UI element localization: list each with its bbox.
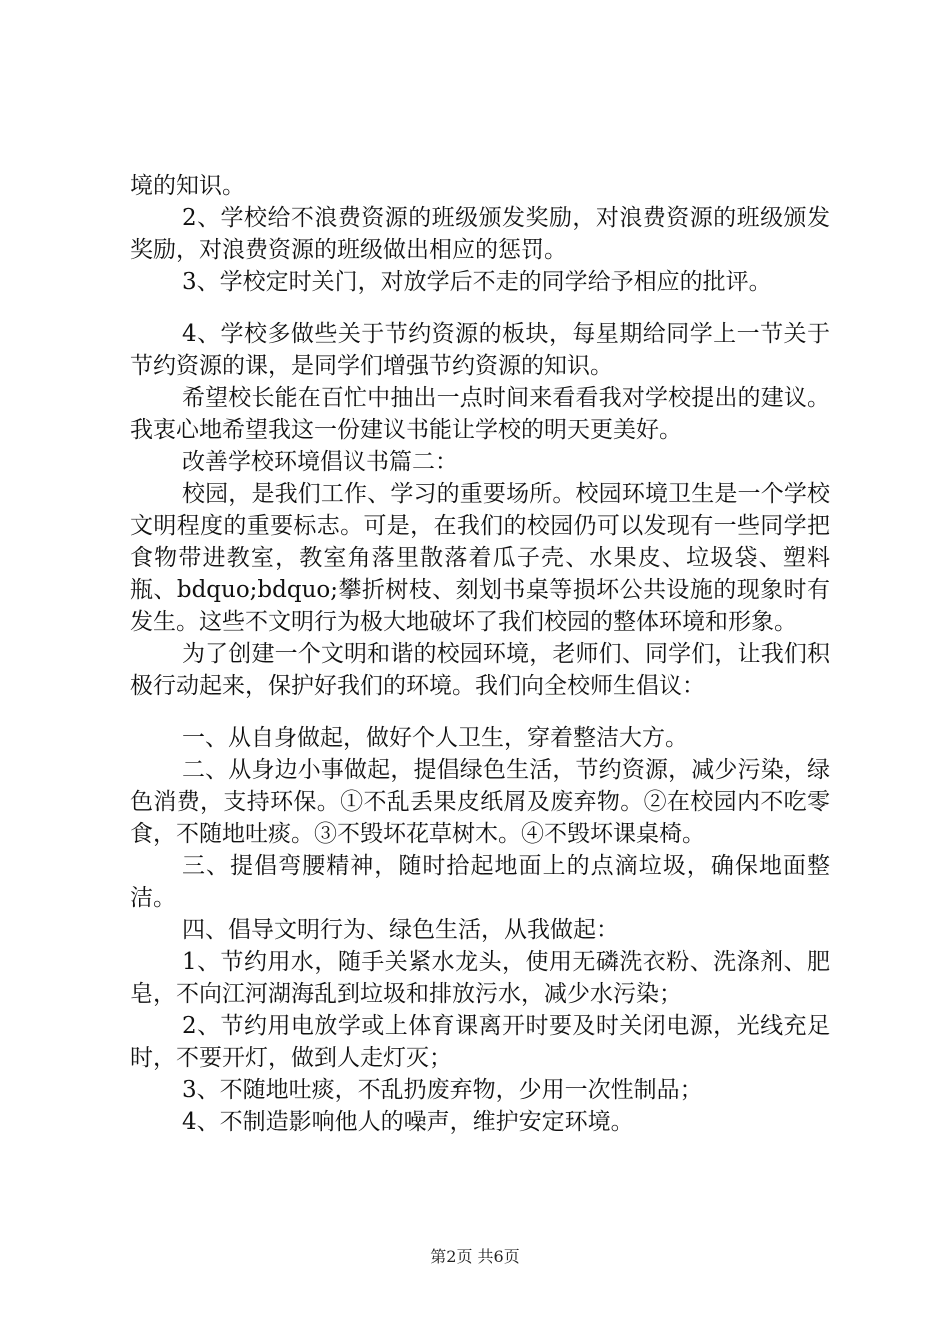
paragraph: 境的知识。 bbox=[130, 173, 245, 199]
list-item: 四、倡导文明行为、绿色生活，从我做起： bbox=[182, 917, 619, 943]
page-number: 第2页 共6页 bbox=[430, 1247, 520, 1266]
list-item: 二、从身边小事做起，提倡绿色生活，节约资源，减少污染，绿色消费，支持环保。①不乱丢果皮纸屑及废弃物。②在校园内不吃零食，不随地吐痰。③不毁坏花草树木。④不毁坏课桌椅。 bbox=[130, 757, 830, 847]
paragraph: 3、学校定时关门，对放学后不走的同学给予相应的批评。 bbox=[182, 269, 772, 295]
list-item: 3、不随地吐痰，不乱扔废弃物，少用一次性制品； bbox=[182, 1077, 703, 1103]
list-item: 1、节约用水，随手关紧水龙头，使用无磷洗衣粉、洗涤剂、肥皂，不向江河湖海乱到垃圾和排放污水，减少水污染； bbox=[130, 949, 830, 1007]
paragraph: 校园，是我们工作、学习的重要场所。校园环境卫生是一个学校文明程度的重要标志。可是，在我们的校园仍可以发现有一些同学把食物带进教室，教室角落里散落着瓜子壳、水果皮、垃圾袋、塑料瓶、bdquo;bdquo;攀折树枝、刻划书桌等损坏公共设施的现象时有发生。这些不文明行为极大地破坏了我们校园的整体环境和形象。 bbox=[130, 481, 830, 635]
list-item: 2、节约用电放学或上体育课离开时要及时关闭电源，光线充足时，不要开灯，做到人走灯灭； bbox=[130, 1013, 830, 1071]
list-item: 三、提倡弯腰精神，随时拾起地面上的点滴垃圾，确保地面整洁。 bbox=[130, 853, 830, 911]
document-body bbox=[130, 170, 830, 1138]
paragraph: 希望校长能在百忙中抽出一点时间来看看我对学校提出的建议。我衷心地希望我这一份建议书能让学校的明天更美好。 bbox=[130, 385, 830, 443]
section-heading: 改善学校环境倡议书篇二： bbox=[182, 449, 458, 475]
list-item: 一、从自身做起，做好个人卫生，穿着整洁大方。 bbox=[182, 725, 688, 751]
paragraph: 2、学校给不浪费资源的班级颁发奖励，对浪费资源的班级颁发奖励，对浪费资源的班级做出相应的惩罚。 bbox=[130, 205, 830, 263]
paragraph: 4、学校多做些关于节约资源的板块，每星期给同学上一节关于节约资源的课，是同学们增强节约资源的知识。 bbox=[130, 321, 830, 379]
paragraph: 为了创建一个文明和谐的校园环境，老师们、同学们，让我们积极行动起来，保护好我们的环境。我们向全校师生倡议： bbox=[130, 641, 830, 699]
list-item: 4、不制造影响他人的噪声，维护安定环境。 bbox=[182, 1109, 634, 1135]
